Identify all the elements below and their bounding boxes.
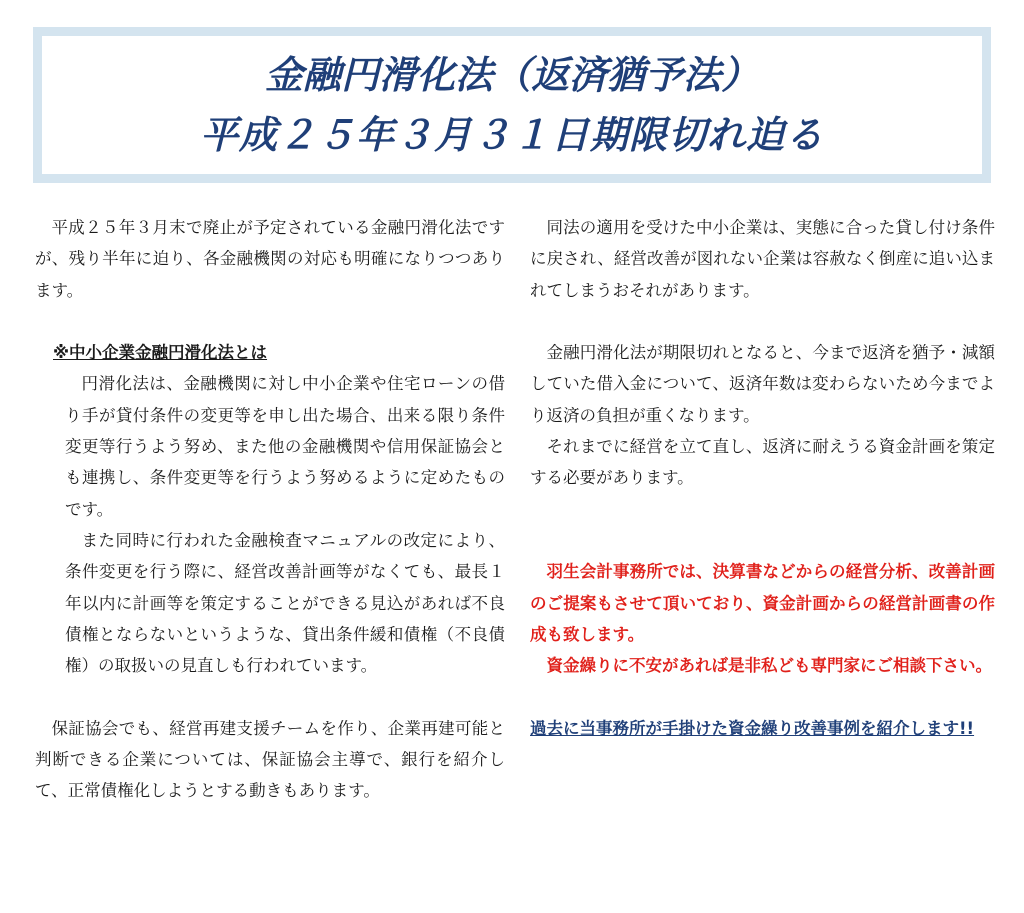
right-column xyxy=(530,212,995,744)
page-subtitle: 平成２５年３月３１日期限切れ迫る xyxy=(199,113,824,157)
page-title: 金融円滑化法（返済猶予法） xyxy=(264,53,759,97)
case-study-link[interactable]: 過去に当事務所が手掛けた資金繰り改善事例を紹介します!! xyxy=(530,718,975,738)
title-banner xyxy=(33,27,991,183)
note-heading: ※中小企業金融円滑化法とは xyxy=(53,343,268,363)
office-service-paragraph: 羽生会計事務所では、決算書などからの経営分析、改善計画のご提案もさせて頂いており、資金計画からの経営計画書の作成も致します。 xyxy=(530,562,995,644)
right-paragraph-3: それまでに経営を立て直し、返済に耐えうる資金計画を策定する必要があります。 xyxy=(530,437,995,488)
consult-paragraph: 資金繰りに不安があれば是非私ども専門家にご相談下さい。 xyxy=(546,656,992,676)
right-paragraph-1: 同法の適用を受けた中小企業は、実態に合った貸し付け条件に戻され、経営改善が図れない企業は容赦なく倒産に追い込まれてしまうおそれがあります。 xyxy=(530,218,995,300)
note-paragraph-2: また同時に行われた金融検査マニュアルの改定により、条件変更を行う際に、経営改善計画等がなくても、最長１年以内に計画等を策定することができる見込があれば不良債権とならないというような、貸出条件緩和債権（不良債権）の取扱いの見直しも行われています。 xyxy=(65,530,505,676)
right-paragraph-2: 金融円滑化法が期限切れとなると、今まで返済を猶予・減額していた借入金について、返済年数は変わらないため今までより返済の負担が重くなります。 xyxy=(530,343,995,425)
note-paragraph-1: 円滑化法は、金融機関に対し中小企業や住宅ローンの借り手が貸付条件の変更等を申し出た場合、出来る限り条件変更等行うよう努め、また他の金融機関や信用保証協会とも連携し、条件変更等を行うよう努めるように定めたものです。 xyxy=(65,374,506,519)
intro-paragraph: 平成２５年３月末で廃止が予定されている金融円滑化法ですが、残り半年に迫り、各金融機関の対応も明確になりつつあります。 xyxy=(35,218,505,300)
note-body xyxy=(35,368,505,681)
guarantee-paragraph: 保証協会でも、経営再建支援チームを作り、企業再建可能と判断できる企業については、保証協会主導で、銀行を紹介して、正常債権化しようとする動きもあります。 xyxy=(35,718,505,801)
left-column xyxy=(35,212,505,807)
